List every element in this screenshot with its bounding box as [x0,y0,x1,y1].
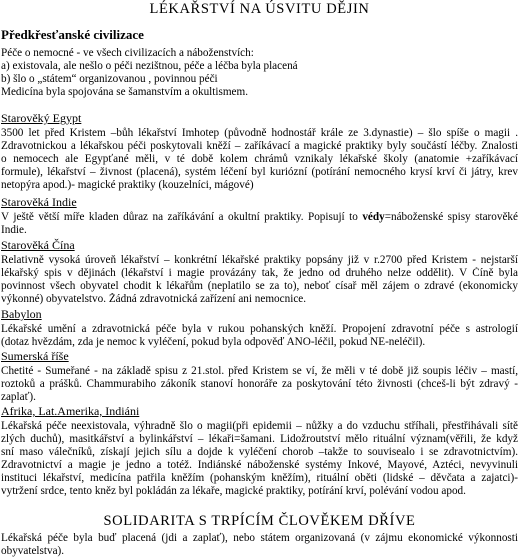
paragraph-line: sní maso válečníků, získají jejich sílu a dojde k vyléčení chorob –takže to souvisealo i se zdravotnictvím). [1,446,518,458]
paragraph-line: Indie. [1,224,27,236]
text-run: =náboženské spisy starověké [384,211,518,223]
section-heading-africa-americas: Afrika, Lat.Amerika, Indiáni [1,404,140,418]
paragraph-line: netopýra apod.)- magické praktiky (kouzelníci, mágové) [1,179,254,191]
intro-line: Medicína byla spojována se šamanstvím a okultismem. [1,86,249,98]
paragraph-line: roztoků a prášků. Chammurabiho zákoník stanoví honoráře za poskytování této živnosti (chceš-li být zdravý - [1,378,518,390]
paragraph-line: lékařský spis v dějinách (lékařství i magie provázány tak, že jedno od druhého nelze oddělit). V Číně byla [1,267,518,279]
section-title-solidarity: SOLIDARITA S TRPÍCÍM ČLOVĚKEM DŘÍVE [103,513,416,529]
paragraph-line: zaplať). [1,391,36,403]
paragraph-line: 3500 let před Kristem –bůh lékařství Imhotep (původně hodnostář krále ze 3.dynastie) – šlo spíše o magii . [1,127,518,139]
document-title: LÉKAŘSTVÍ NA ÚSVITU DĚJIN [149,1,370,17]
section-heading-india: Starověká Indie [1,195,77,209]
paragraph-line: zlých duchů), masitkářství a bylinkářství – lékaři=šamani. Lidožroutství mělo rituální význam(věřili, že když [1,433,518,445]
intro-line: a) existovala, ale nešlo o péči nezištnou, péče a léčba byla placená [1,60,298,72]
text-run-bold: védy [362,211,385,223]
paragraph-line: (dotaz hvězdám, zda je nemoc k vyléčení, pokud byla odpověď ANO-léčil, pokud NE-neléčil). [1,336,426,348]
paragraph-line: instituci lékařství, medicína patřila kněžím (pohanským kněžím), rituální oběti (lidské – děvčata a zajatci)- [1,472,518,484]
intro-line: Péče o nemocné - ve všech civilizacích a náboženstvích: [1,47,254,59]
paragraph-line: vytržení srdce, tento kněz byl pokládán za lékaře, magické praktiky, potírání krví, polévání vodou apod. [1,485,466,497]
intro-heading: Předkřesťanské civilizace [1,27,144,42]
paragraph-line: výkonné) obyvatelstvo. Žádná zdravotnická zařízení ani nemocnice. [1,293,307,305]
paragraph-line: Lékařské umění a zdravotnická péče byla v rukou pohanských kněží. Propojení zdravotní péče s astrologií [1,323,518,335]
paragraph-line: formule), lékařství – živnost (placená), systém léčení byl kuriózní (potírání nemocného krysí krví či játry, krev [1,166,518,178]
intro-line: b) šlo o „státem“ organizovanou , povinnou péči [1,73,218,85]
paragraph-line: Lékařská péče byla buď placená (jdi a zaplať), nebo státem organizovaná (v zájmu ekonomické výkonnosti [1,532,518,544]
paragraph-line: Relativně vysoká úroveň lékařství – konkrétní lékařské praktiky popsány již v r.2700 před Kristem - nejstarší [1,254,518,266]
paragraph-line [1,211,518,223]
paragraph-line: Zdravotnickou a lékařskou péči poskytovali kněží – zaříkávací a magické praktiky byly součástí léčby. Znalosti [1,140,518,152]
text-run: V ještě větší míře kladen důraz na zaříkávání a okultní praktiky. Popisují to [1,211,363,223]
section-heading-babylon: Babylon [1,307,42,321]
section-heading-sumer: Sumerská říše [1,349,69,363]
paragraph-line: Zdravotnictví a magie je jedno a totéž. Indiánské náboženské systémy Inkové, Mayové, Aztéci, nevyvinuli [1,459,518,471]
paragraph-line: obyvatelstva). [1,545,65,557]
section-heading-china: Starověká Čína [1,238,75,252]
section-heading-egypt: Starověký Egypt [1,111,82,125]
paragraph-line: Lékařská péče neexistovala, výhradně šlo o magii(při epidemii – nůžky a do vzduchu stříhali, přestřihávali sítě [1,420,518,432]
paragraph-line: o nemocech ale Egypťané měli, v té době kolem chrámů vznikaly lékařské školy (anatomie +zaříkávací [1,153,518,165]
paragraph-line: Chetité - Sumeřané - na základě spisu z 21.stol. před Kristem se ví, že měli v té době již soupis léčiv – mastí, [1,365,518,377]
paragraph-line: povinnost všech obyvatel chodit k lékařům (neplatilo se za to), neboť císař měl zájem o zdravé (ekonomicky [1,280,518,292]
